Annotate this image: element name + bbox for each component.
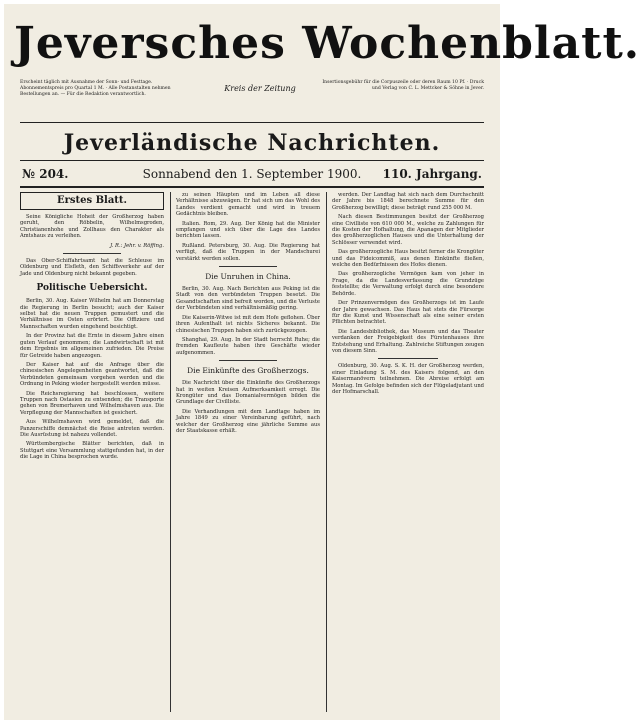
article-paragraph: Die Kaiserin-Witwe ist mit dem Hofe geflohen. Über ihren Aufenthalt ist nichts Sicheres bekannt. Die chinesischen Truppen haben sich zurückgezogen. xyxy=(176,314,320,334)
issue-number: № 204. xyxy=(22,167,69,181)
divider xyxy=(378,358,439,359)
subtitle: Jeverländische Nachrichten. xyxy=(63,130,441,156)
intro-signature: J. R.: Jehr. v. Röffing. xyxy=(110,242,164,249)
article-paragraph: Berlin, 30. Aug. Kaiser Wilhelm hat am Donnerstag die Regierung in Berlin besucht; auch der Kaiser selbst hat die neuen Truppen gemustert und die Verhältnisse im Osten erörtert. Die Offiziere und Mannschaften wurden eingehend besichtigt. xyxy=(20,298,164,330)
section-heading-income: Die Einkünfte des Großherzogs. xyxy=(187,366,309,376)
column-1 xyxy=(20,192,164,712)
article-paragraph: Die Reichsregierung hat beschlossen, weitere Truppen nach Ostasien zu entsenden; die Transporte gehen von Bremerhaven und Wilhelmshaven aus. Die Verpflegung der Mannschaften ist gesichert. xyxy=(20,390,164,416)
section-box-title: Erstes Blatt. xyxy=(20,192,164,210)
center-note: Kreis der Zeitung xyxy=(224,84,296,93)
article-paragraph: Italien. Rom, 29. Aug. Der König hat die Minister empfangen und sich über die Lage des Landes berichten lassen. xyxy=(176,220,320,240)
column-3 xyxy=(332,192,484,712)
dateline-rule xyxy=(20,186,484,188)
article-paragraph: Aus Wilhelmshaven wird gemeldet, daß die Panzerschiffe demnächst die Reise antreten werden. Die Ausrüstung ist nahezu vollendet. xyxy=(20,419,164,438)
newspaper-page xyxy=(4,4,640,720)
article-paragraph: Nach diesen Bestimmungen besitzt der Großherzog eine Civilliste von 610 000 M., welche zu Zahlungen für die Kosten der Hofhaltung, die Apanagen der Mitglieder des großherzoglichen Hauses und die Unterhaltung der Schlösser verwendet wird. xyxy=(332,214,484,246)
section-heading-politics: Politische Uebersicht. xyxy=(36,283,148,294)
subscription-info: Erscheint täglich mit Ausnahme der Sonn- und Festtage. Abonnementspreis pro Quartal 1 M. · Alle Postanstalten nehmen Bestellungen an. — Für die Redaktion verantwortlich. xyxy=(20,80,171,97)
column-rule xyxy=(170,192,171,712)
subtitle-rule xyxy=(20,160,484,161)
article-paragraph: Der Kaiser hat auf die Anfrage über die chinesischen Angelegenheiten geantwortet, daß die Verbündeten gemeinsam vorgehen werden und die Ordnung in Peking wieder hergestellt werden müsse. xyxy=(20,361,164,388)
article-paragraph: Die Verhandlungen mit dem Landtage haben im Jahre 1849 zu einer Vereinbarung geführt, nach welcher der Großherzog eine jährliche Summe aus der Staatskasse erhält. xyxy=(176,408,320,434)
article-paragraph-oldenburg: Oldenburg, 30. Aug. S. K. H. der Großherzog werden, einer Einladung S. M. des Kaisers folgend, an den Kaisermanövern teilnehmen. Die Abreise erfolgt am Montag. Im Gefolge befinden sich der Flügeladjutant und der Hofmarschall. xyxy=(332,363,484,395)
section-heading-china: Die Unruhen in China. xyxy=(205,272,291,282)
top-rule xyxy=(20,122,484,123)
dateline xyxy=(22,164,482,184)
article-paragraph: Die Nachricht über die Einkünfte des Großherzogs hat in weiten Kreisen Aufmerksamkeit erregt. Die Krongüter und das Domanialvermögen bilden die Grundlage der Civilliste. xyxy=(176,380,320,406)
issue-date: Sonnabend den 1. September 1900. xyxy=(142,167,362,181)
intro-text: Seine Königliche Hoheit der Großherzog haben geruht, den Röbbelin, Wilhelmsgroden, Christianenhohe und Zollhaus den Charakter als Amtshaus zu verleihen. xyxy=(20,214,164,240)
article-paragraph: Das großherzogliche Haus besitzt ferner die Krongüter und das Fideicommiß, aus denen Einkünfte fließen, welche den Bedürfnissen des Hofes dienen. xyxy=(332,249,484,269)
article-paragraph: Shanghai, 29. Aug. In der Stadt herrscht Ruhe; die fremden Kaufleute haben ihre Geschäfte wieder aufgenommen. xyxy=(176,336,320,356)
column-2 xyxy=(176,192,320,712)
divider xyxy=(219,266,277,267)
masthead-meta xyxy=(20,80,484,116)
notice-text: Das Ober-Schiffahrtsamt hat die Schleuse im Oldenburg und Elsfleth, den Schiffsverkehr auf der Jade und Oldenburg nicht bekannt gegeben. xyxy=(20,258,164,277)
advert-info: Insertionsgebühr für die Corpuszeile oder deren Raum 10 Pf. · Druck und Verlag von C. L. Mettcker & Söhne in Jever. xyxy=(322,80,484,91)
article-paragraph: werden. Der Landtag hat sich nach dem Durchschnitt der Jahre bis 1848 berechnete Summe für den Großherzog bewilligt; diese beträgt rund 255 000 M. xyxy=(332,192,484,211)
article-paragraph: Die Landesbibliothek, das Museum und das Theater verdanken der Freigebigkeit des Fürstenhauses ihre Entstehung und Erhaltung. Zahlreiche Stiftungen zeugen von diesem Sinn. xyxy=(332,328,484,354)
article-paragraph: zu seinen Häupten und im Leben all diese Verhältnisse abzuwägen. Er hat sich um das Wohl des Landes verdient gemacht und wird in treuem Gedächtnis bleiben. xyxy=(176,192,320,218)
article-paragraph: In der Provinz hat die Ernte in diesem Jahre einen guten Verlauf genommen; die Landwirtschaft ist mit dem Ergebnis im allgemeinen zufrieden. Die Preise für Getreide haben angezogen. xyxy=(20,333,164,359)
column-rule xyxy=(326,192,327,712)
article-paragraph: Württembergische Blätter berichten, daß in Stuttgart eine Versammlung stattgefunden hat, in der die Lage in China besprochen wurde. xyxy=(20,441,164,461)
masthead-title: Jeversches Wochenblatt. xyxy=(14,18,640,69)
article-paragraph: Das großherzogliche Vermögen kam von jeher in Frage, da die Landesverfassung die Grundzüge feststellte; die Verwaltung erfolgt durch eine besondere Behörde. xyxy=(332,271,484,297)
divider xyxy=(63,253,121,254)
divider xyxy=(219,360,277,361)
article-paragraph: Rußland. Petersburg, 30. Aug. Die Regierung hat verfügt, daß die Truppen in der Mandschurei verstärkt werden sollen. xyxy=(176,242,320,262)
article-paragraph: Berlin, 30. Aug. Nach Berichten aus Peking ist die Stadt von den verbündeten Truppen besetzt. Die Gesandtschaften sind befreit worden, und die Verluste der Verbündeten sind verhältnismäßig gering. xyxy=(176,286,320,312)
article-paragraph: Der Prinzenvermögen des Großherzogs ist im Laufe der Jahre gewachsen. Das Haus hat stets die Fürsorge für die Kunst und Wissenschaft als eine seiner ersten Pflichten betrachtet. xyxy=(332,300,484,326)
volume-year: 110. Jahrgang. xyxy=(382,167,482,181)
